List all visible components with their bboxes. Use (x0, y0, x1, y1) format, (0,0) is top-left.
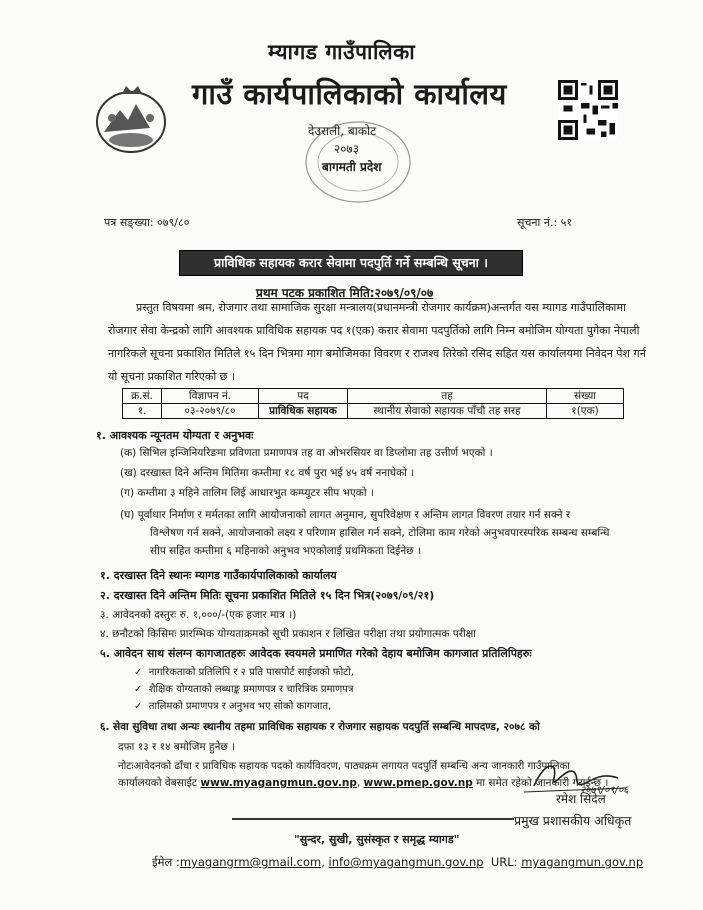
address-line-1: देउराली, बाकोट (308, 124, 377, 138)
nepal-emblem-icon (92, 82, 170, 156)
checklist-text: शैक्षिक योग्यताको लब्धाङ्क प्रमाणपत्र र चारित्रिक प्रमाणपत्र (148, 684, 354, 695)
section-application-place: १. दरखास्त दिने स्थानः म्यागड गाउँकार्यपालिकाको कार्यालय (100, 569, 337, 582)
section-last-date: २. दरखास्त दिने अन्तिम मितिः सूचना प्रकाशित मितिले १५ दिन भित्र(२०७९/०९/२१) (100, 589, 435, 602)
list-item: सीप सहित कम्तीमा ६ महिनाको अनुभव भएकोलाई प्रथमिकता दिईनेछ । (150, 545, 421, 557)
vacancy-table (122, 388, 624, 419)
list-item: (ख) दरखास्त दिने अन्तिम मितिमा कम्तीमा १८ वर्ष पुरा भई ४५ वर्ष ननाघेको । (120, 467, 415, 479)
table-cell: ०३-२०७९/८० (162, 404, 259, 419)
email-label: ईमेल : (152, 855, 180, 869)
qr-code-icon (558, 80, 618, 140)
office-seal-stamp (300, 118, 416, 206)
section-selection-type: ४. छनौटको किसिमः प्रारम्भिक योग्यताक्रमको सूची प्रकाशन र लिखित परीक्षा तथा प्रयोगात्मक परीक्षा (100, 628, 477, 640)
footer-slogan: "सुन्दर, सुखी, सुसंस्कृत र समृद्ध म्यागड" (294, 833, 460, 846)
list-item: (ग) कम्तीमा ३ महिने तालिम लिई आधारभुत कम्प्युटर सीप भएको । (120, 487, 374, 499)
website-link-municipality[interactable]: www.myagangmun.gov.np (200, 777, 357, 789)
table-header-cell: तह (348, 389, 547, 404)
check-icon: ✓ (134, 684, 143, 695)
table-header-cell: क्र.सं. (123, 389, 162, 404)
municipality-name: म्यागड गाउँपालिका (268, 40, 416, 64)
letter-number: पत्र सङ्ख्या: ०७९/८० (104, 216, 190, 229)
publish-date: प्रथम पटक प्रकाशित मिति:२०७९/०९/०७ (256, 286, 434, 300)
table-row (123, 404, 624, 419)
table-cell: प्राविधिक सहायक (259, 404, 348, 419)
intro-paragraph: प्रस्तुत विषयमा श्रम, रोजगार तथा सामाजिक सुरक्षा मन्त्रालय(प्रधानमन्त्री रोजगार कार्यक्रम)अन्तर्गत यस म्यागड गाउँपालिकामा रोजगार सेवा केन्द्रको लागि आवश्यक प्राविधिक सहायक पद १(एक) करार सेवामा पदपुर्तिको लागि निम्न बमोजिम योग्यता पुगेका नेपाली नागरिकले सूचना प्रकाशित मितिले १५ दिन भित्रमा माग बमोजिमका विवरण र राजश्व तिरेको रसिद सहित यस कार्यालयमा निवेदन पेश गर्न यो सूचना प्रकाशित गरिएको छ । (108, 301, 646, 383)
list-item: (घ) पूर्वाधार निर्माण र मर्मतका लागि आयोजनाको लागत अनुमान, सुपरिवेक्षण र अन्तिम लागत विवरण तयार गर्न सक्ने र (120, 509, 571, 521)
url-label: URL: (490, 855, 518, 869)
address-line-3: बागमती प्रदेश (322, 160, 382, 174)
table-cell: १. (123, 404, 162, 419)
checklist-text: नागरिकताको प्रतिलिपि र २ प्रति पासपोर्ट साईजको फोटो, (148, 667, 354, 678)
list-item: (क) सिभिल इन्जिनियरिङमा प्रविणता प्रमाणपत्र तह वा ओभरसियर वा डिप्लोमा तह उत्तीर्ण भएको । (120, 447, 493, 459)
checklist-text: तालिमको प्रमाणपत्र र अनुभव भए सोको कागजात, (148, 701, 332, 712)
check-icon: ✓ (134, 701, 143, 712)
section-benefits: ६. सेवा सुविधा तथा अन्यः स्थानीय तहमा प्राविधिक सहायक र रोजगार सहायक पदपुर्ति सम्बन्धि मापदण्ड, २०७८ को (100, 721, 540, 733)
notice-title: प्राविधिक सहायक करार सेवामा पदपुर्ति गर्ने सम्बन्धि सूचना । (179, 250, 523, 276)
email-link-2[interactable]: info@myagangmun.gov.np (328, 855, 484, 869)
footer-url-link[interactable]: myagangmun.gov.np (521, 855, 644, 869)
table-cell: स्थानीय सेवाको सहायक पाँचौ तह सरह (348, 404, 547, 419)
section-fee: ३. आवेदनको दस्तुरः रु. १,०००/-(एक हजार मात्र ।) (100, 609, 297, 621)
table-header-cell: विज्ञापन नं. (162, 389, 259, 404)
checklist-item (134, 698, 331, 712)
table-header-cell: संख्या (547, 389, 624, 404)
note-text: मा समेत रहेको जानकारी गराईन्छ । (476, 777, 609, 789)
signatory-role: प्रमुख प्रशासकीय अधिकृत (514, 813, 632, 828)
office-name: गाउँ कार्यपालिकाको कार्यालय (192, 77, 507, 111)
notice-number: सूचना नं.: ५१ (517, 216, 573, 229)
section-qualification-title: १. आवश्यक न्यूनतम योग्यता र अनुभवः (96, 429, 254, 442)
website-link-pmep[interactable]: www.pmep.gov.np (363, 777, 473, 789)
note-line-1: नोटःआवेदनको ढाँचा र प्राविधिक सहायक पदको कार्यविवरण, पाठ्यक्रम लगायत पदपुर्ति सम्बन्धि अन्य जानकारी गाउँपालिका (118, 761, 570, 772)
email-link-1[interactable]: myagangrm@gmail.com (179, 855, 322, 869)
note-line-2: कार्यालयको वेबसाईट www.myagangmun.gov.np, www.pmep.gov.np मा समेत रहेको जानकारी गराईन्छ । (118, 777, 609, 789)
note-text: कार्यालयको वेबसाईट (118, 777, 198, 789)
address-line-2: २०७३ (334, 142, 359, 156)
section-documents-title: ५. आवेदन साथ संलग्न कागजातहरुः आवेदक स्वयमले प्रमाणित गरेको देहाय बमोजिम कागजात प्रतिलिपिहरुः (100, 647, 532, 660)
footer-contact: ईमेल :myagangrm@gmail.com, info@myagangmun.gov.np URL: myagangmun.gov.np (152, 855, 644, 869)
footer-divider (232, 818, 514, 820)
checklist-item (134, 664, 354, 678)
signatory-name: रमेश सिंदेल (556, 792, 606, 806)
table-cell: १(एक) (547, 404, 624, 419)
table-header-row (123, 389, 624, 404)
checklist-item (134, 681, 354, 695)
signature-date: २०७९/०९/०६ (580, 785, 629, 796)
table-header-cell: पद (259, 389, 348, 404)
check-icon: ✓ (134, 667, 143, 678)
list-item: विश्लेषण गर्न सक्ने, आयोजनाको लक्ष्य र परिणाम हासिल गर्न सक्ने, टोलिमा काम गरेको अनुभवपारस्परिक सम्बन्ध सम्बन्धि (150, 527, 610, 539)
section-benefits-cont: दफा १३ र १४ बमोजिम हुनेछ । (118, 741, 236, 753)
